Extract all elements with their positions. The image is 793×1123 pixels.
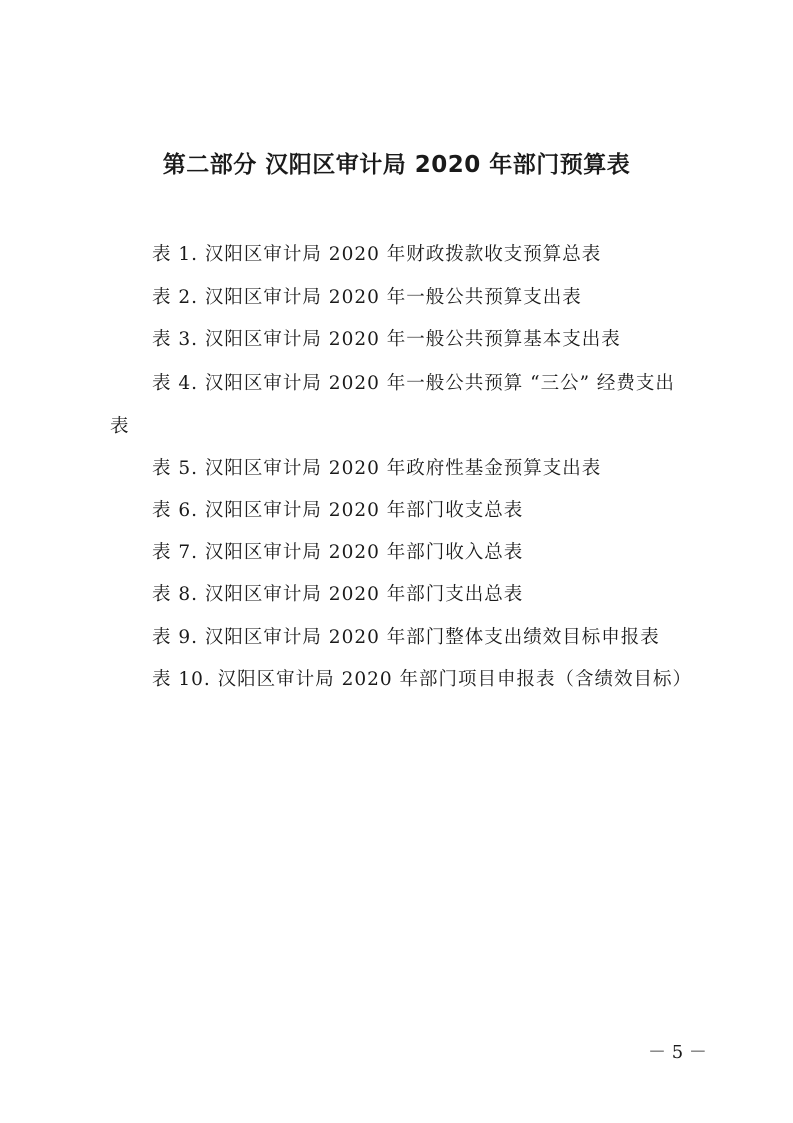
toc-item-6: 表 6. 汉阳区审计局 2020 年部门收支总表 — [152, 500, 524, 521]
toc-item-10: 表 10. 汉阳区审计局 2020 年部门项目申报表（含绩效目标） — [152, 669, 693, 690]
toc-item-8: 表 8. 汉阳区审计局 2020 年部门支出总表 — [152, 584, 524, 605]
toc-item-2: 表 2. 汉阳区审计局 2020 年一般公共预算支出表 — [152, 287, 582, 308]
page-number: － 5 － — [648, 1042, 707, 1063]
toc-item-5: 表 5. 汉阳区审计局 2020 年政府性基金预算支出表 — [152, 458, 602, 479]
toc-item-7: 表 7. 汉阳区审计局 2020 年部门收入总表 — [152, 542, 524, 563]
toc-item-9: 表 9. 汉阳区审计局 2020 年部门整体支出绩效目标申报表 — [152, 627, 660, 648]
toc-item-4: 表 4. 汉阳区审计局 2020 年一般公共预算 “三公” 经费支出 — [152, 373, 675, 394]
toc-item-4-continuation: 表 — [110, 416, 129, 437]
page-title: 第二部分 汉阳区审计局 2020 年部门预算表 — [162, 152, 631, 178]
toc-item-3: 表 3. 汉阳区审计局 2020 年一般公共预算基本支出表 — [152, 329, 621, 350]
toc-item-1: 表 1. 汉阳区审计局 2020 年财政拨款收支预算总表 — [152, 244, 602, 265]
